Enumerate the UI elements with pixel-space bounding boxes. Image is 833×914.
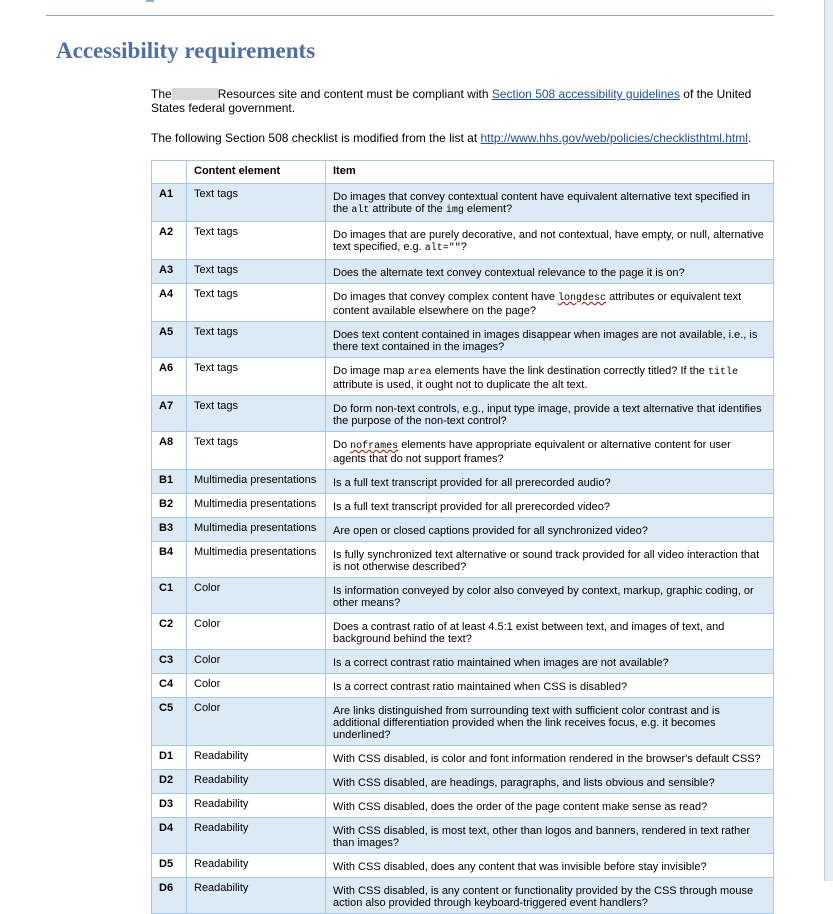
item-text: Are links distinguished from surrounding text with sufficient color contrast and is additional differentiation provided when the link receives focus, e.g. it becomes underlined? xyxy=(333,705,720,741)
intro-text-after: Resources site and content must be compliant with xyxy=(217,87,492,101)
table-row xyxy=(152,674,774,698)
row-item xyxy=(326,818,774,854)
table-row xyxy=(152,518,774,542)
row-content-element: Readability xyxy=(187,746,326,770)
item-text: Does text content contained in images disappear when images are not available, i.e., is there text contained in the images? xyxy=(333,329,758,353)
row-id: C5 xyxy=(152,698,187,746)
table-row xyxy=(152,578,774,614)
table-row xyxy=(152,396,774,432)
row-item xyxy=(326,878,774,914)
row-content-element: Readability xyxy=(187,770,326,794)
row-id: A5 xyxy=(152,322,187,358)
table-row xyxy=(152,794,774,818)
row-id: D3 xyxy=(152,794,187,818)
row-content-element: Color xyxy=(187,698,326,746)
item-text: Do image map xyxy=(333,365,408,377)
code-token: alt xyxy=(351,205,370,216)
item-text: attribute is used, it ought not to duplicate the alt text. xyxy=(333,379,588,391)
hhs-checklist-link[interactable]: http://www.hhs.gov/web/policies/checklisthtml.html xyxy=(480,131,748,145)
row-item xyxy=(326,578,774,614)
table-row xyxy=(152,818,774,854)
row-content-element: Multimedia presentations xyxy=(187,470,326,494)
header-rule xyxy=(46,15,774,16)
row-item xyxy=(326,494,774,518)
item-text: attributes or equivalent text content available elsewhere on the page? xyxy=(333,291,742,317)
item-text: Is a correct contrast ratio maintained when images are not available? xyxy=(333,657,669,669)
intro-text-end: of the United States federal government. xyxy=(151,87,752,115)
row-content-element: Text tags xyxy=(187,222,326,260)
row-content-element: Color xyxy=(187,614,326,650)
row-content-element: Multimedia presentations xyxy=(187,542,326,578)
row-id: C1 xyxy=(152,578,187,614)
row-id: B4 xyxy=(152,542,187,578)
row-id: D6 xyxy=(152,878,187,914)
row-id: B3 xyxy=(152,518,187,542)
row-content-element: Multimedia presentations xyxy=(187,518,326,542)
row-item xyxy=(326,770,774,794)
row-item xyxy=(326,794,774,818)
page-top-mark xyxy=(146,0,154,2)
row-item xyxy=(326,222,774,260)
row-content-element: Readability xyxy=(187,818,326,854)
row-id: D1 xyxy=(152,746,187,770)
row-item xyxy=(326,358,774,396)
row-item xyxy=(326,396,774,432)
item-text: Are open or closed captions provided for all synchronized video? xyxy=(333,525,648,537)
row-item xyxy=(326,322,774,358)
table-row xyxy=(152,184,774,222)
item-text: elements have the link destination correctly titled? If the xyxy=(431,365,708,377)
row-content-element: Readability xyxy=(187,854,326,878)
intro-paragraph xyxy=(151,87,771,115)
table-row xyxy=(152,542,774,578)
item-text: With CSS disabled, are headings, paragraphs, and lists obvious and sensible? xyxy=(333,777,715,789)
checklist-table xyxy=(151,160,774,914)
row-content-element: Readability xyxy=(187,878,326,914)
row-id: A1 xyxy=(152,184,187,222)
header-item: Item xyxy=(326,161,774,184)
row-id: A6 xyxy=(152,358,187,396)
table-row xyxy=(152,614,774,650)
redacted-name xyxy=(172,88,218,100)
row-content-element: Color xyxy=(187,674,326,698)
row-item xyxy=(326,542,774,578)
checklist-intro-text: The following Section 508 checklist is modified from the list at xyxy=(151,131,481,145)
table-row xyxy=(152,260,774,284)
table-header-row xyxy=(152,161,774,184)
item-text: elements have appropriate equivalent or alternative content for user agents that do not support frames? xyxy=(333,439,731,465)
item-text: Do images that are purely decorative, and not contextual, have empty, or null, alternative text specified, e.g. xyxy=(333,229,764,253)
header-id xyxy=(152,161,187,184)
page-title: Accessibility requirements xyxy=(56,38,316,63)
code-token: longdesc xyxy=(558,293,607,304)
row-item xyxy=(326,614,774,650)
table-row xyxy=(152,854,774,878)
row-item xyxy=(326,184,774,222)
row-content-element: Text tags xyxy=(187,184,326,222)
item-text: element? xyxy=(463,203,513,215)
row-item xyxy=(326,698,774,746)
table-row xyxy=(152,494,774,518)
section-508-link[interactable]: Section 508 accessibility guidelines xyxy=(491,87,680,101)
row-id: C3 xyxy=(152,650,187,674)
code-token: img xyxy=(445,205,464,216)
item-text: Is a full text transcript provided for all prerecorded audio? xyxy=(333,477,611,489)
table-row xyxy=(152,746,774,770)
row-id: D2 xyxy=(152,770,187,794)
row-content-element: Text tags xyxy=(187,358,326,396)
row-id: A2 xyxy=(152,222,187,260)
item-text: Does a contrast ratio of at least 4.5:1 exist between text, and images of text, and background behind the text? xyxy=(333,621,725,645)
checklist-intro-end: . xyxy=(747,131,752,145)
header-content-element: Content element xyxy=(187,161,326,184)
item-text: Do form non-text controls, e.g., input type image, provide a text alternative that identifies the purpose of the non-text control? xyxy=(333,403,762,427)
item-text: Is a correct contrast ratio maintained when CSS is disabled? xyxy=(333,681,628,693)
checklist-intro-paragraph xyxy=(151,131,771,145)
row-id: B1 xyxy=(152,470,187,494)
row-content-element: Text tags xyxy=(187,284,326,322)
row-content-element: Text tags xyxy=(187,260,326,284)
table-row xyxy=(152,322,774,358)
item-text: With CSS disabled, is any content or functionality provided by the CSS through mouse action also provided through keyboard-triggered event handlers? xyxy=(333,885,754,909)
item-text: Do xyxy=(333,439,351,451)
item-text: ? xyxy=(460,241,467,253)
table-row xyxy=(152,432,774,470)
row-id: C2 xyxy=(152,614,187,650)
item-text: Is fully synchronized text alternative or sound track provided for all video interaction that is not otherwise described? xyxy=(333,549,760,573)
code-token: area xyxy=(407,367,432,378)
row-item xyxy=(326,284,774,322)
item-text: With CSS disabled, is most text, other than logos and banners, rendered in text rather than images? xyxy=(333,825,751,849)
row-content-element: Multimedia presentations xyxy=(187,494,326,518)
item-text: Do images that convey complex content have xyxy=(333,291,559,303)
row-item xyxy=(326,746,774,770)
table-row xyxy=(152,284,774,322)
item-text: Does the alternate text convey contextual relevance to the page it is on? xyxy=(333,267,685,279)
row-id: D5 xyxy=(152,854,187,878)
item-text: Is a full text transcript provided for all prerecorded video? xyxy=(333,501,610,513)
row-content-element: Readability xyxy=(187,794,326,818)
row-item xyxy=(326,674,774,698)
table-row xyxy=(152,222,774,260)
row-content-element: Text tags xyxy=(187,396,326,432)
row-content-element: Text tags xyxy=(187,432,326,470)
item-text: Do images that convey contextual content have equivalent alternative text specified in the xyxy=(333,191,751,215)
intro-text-before: The xyxy=(151,87,172,101)
row-item xyxy=(326,470,774,494)
table-row xyxy=(152,650,774,674)
row-content-element: Text tags xyxy=(187,322,326,358)
code-token: noframes xyxy=(350,441,399,452)
item-text: With CSS disabled, is color and font information rendered in the browser's default CSS? xyxy=(333,753,761,765)
row-item xyxy=(326,854,774,878)
item-text: With CSS disabled, does any content that was invisible before stay invisible? xyxy=(333,861,707,873)
row-id: B2 xyxy=(152,494,187,518)
code-token: alt="" xyxy=(424,243,461,254)
table-row xyxy=(152,770,774,794)
table-row xyxy=(152,698,774,746)
row-id: A3 xyxy=(152,260,187,284)
row-item xyxy=(326,432,774,470)
scrollbar-track[interactable] xyxy=(824,0,833,881)
row-id: A4 xyxy=(152,284,187,322)
item-text: attribute of the xyxy=(369,203,446,215)
row-content-element: Color xyxy=(187,578,326,614)
row-item xyxy=(326,260,774,284)
row-id: D4 xyxy=(152,818,187,854)
row-item xyxy=(326,650,774,674)
code-token: title xyxy=(707,367,738,378)
row-id: A7 xyxy=(152,396,187,432)
row-content-element: Color xyxy=(187,650,326,674)
table-row xyxy=(152,470,774,494)
item-text: With CSS disabled, does the order of the page content make sense as read? xyxy=(333,801,708,813)
row-id: C4 xyxy=(152,674,187,698)
checklist-rows xyxy=(152,184,774,914)
item-text: Is information conveyed by color also conveyed by context, markup, graphic coding, or other means? xyxy=(333,585,754,609)
row-id: A8 xyxy=(152,432,187,470)
row-item xyxy=(326,518,774,542)
table-row xyxy=(152,878,774,914)
table-row xyxy=(152,358,774,396)
